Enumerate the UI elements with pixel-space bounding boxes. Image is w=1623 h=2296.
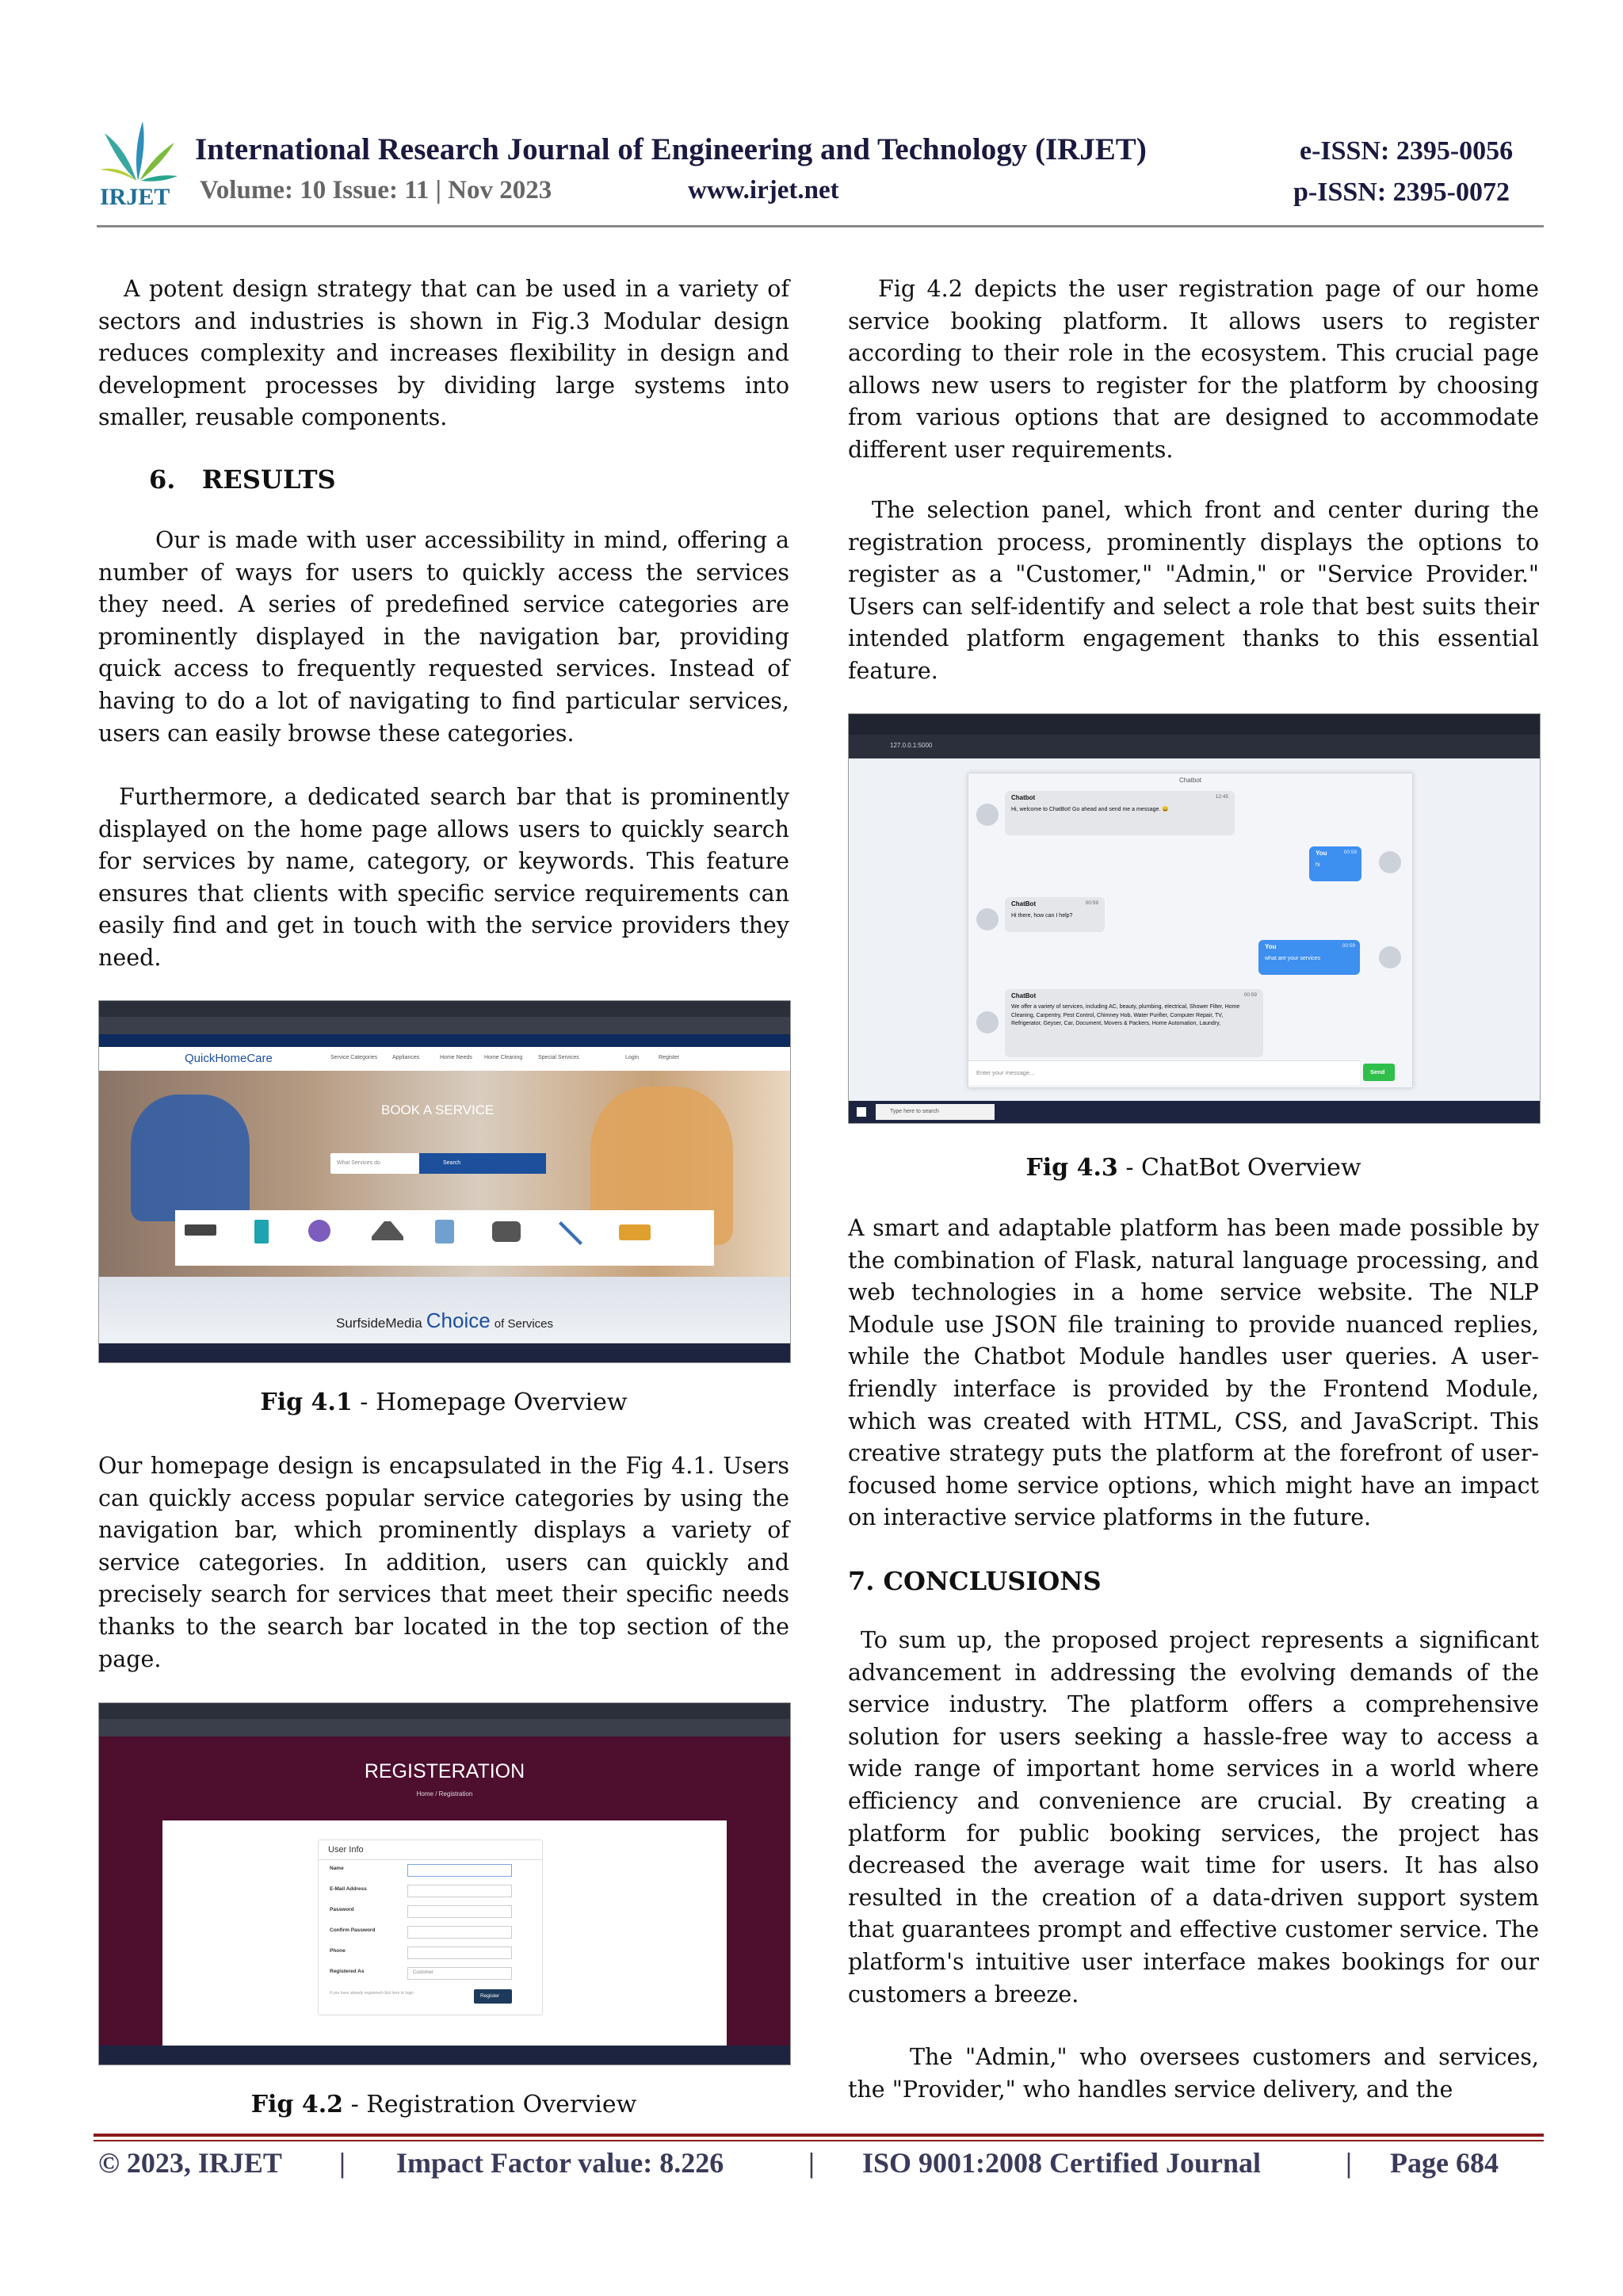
- nav-item-special-services[interactable]: Special Services: [538, 1055, 579, 1060]
- footer-impact-factor: Impact Factor value: 8.226: [396, 2147, 724, 2179]
- nav-item-login[interactable]: Login: [625, 1055, 640, 1060]
- msg-text: what are your services: [1265, 956, 1321, 961]
- user-info-card: [318, 1839, 543, 2015]
- taskbar-search[interactable]: [876, 1104, 995, 1120]
- email-field[interactable]: [407, 1885, 512, 1897]
- chat-message-bot: [1005, 989, 1263, 1057]
- website-link[interactable]: www.irjet.net: [688, 176, 839, 204]
- chat-message-user: [1258, 940, 1360, 975]
- label-name: Name: [330, 1866, 344, 1871]
- windows-taskbar: [99, 2046, 790, 2065]
- chat-input[interactable]: [968, 1060, 1360, 1085]
- card-divider: [319, 1859, 542, 1860]
- header-divider: [97, 225, 1544, 227]
- registered-as-value: Customer: [413, 1970, 434, 1975]
- footer-separator: |: [1346, 2147, 1352, 2179]
- hero-search-button-label: Search: [443, 1160, 461, 1166]
- col2-para2: The selection panel, which front and center during the registration process, prominently displays the options to register as a "Customer," "Admin," or "Service Provider." Users can self-identify and select a role that best suits their intended platform engagement thanks to this essential feature.: [848, 497, 1539, 684]
- hero-search-input[interactable]: [330, 1153, 419, 1174]
- journal-title: International Research Journal of Engineering and Technology (IRJET): [195, 132, 1147, 166]
- msg-time: 00:59: [1342, 943, 1355, 949]
- choice-word: Choice: [426, 1308, 491, 1332]
- fig42-label: Fig 4.2: [250, 2091, 344, 2118]
- msg-sender: Chatbot: [1011, 794, 1036, 801]
- msg-sender: You: [1265, 943, 1277, 950]
- chat-input-placeholder: Enter your message...: [976, 1069, 1035, 1076]
- fig43-chatbot-screenshot: [848, 713, 1541, 1124]
- windows-taskbar: [849, 1101, 1540, 1123]
- service-icons-row: [175, 1210, 714, 1266]
- fig42-caption-text: - Registration Overview: [343, 2091, 637, 2118]
- msg-time: 00:59: [1343, 850, 1357, 855]
- msg-time: 12:45: [1215, 794, 1228, 800]
- register-button[interactable]: [474, 1989, 512, 2004]
- user-info-title: User Info: [328, 1845, 364, 1855]
- msg-text: Hi there, how can I help?: [1011, 913, 1073, 919]
- fig41-caption: [98, 1389, 789, 1416]
- windows-start-icon[interactable]: [857, 1107, 866, 1117]
- tools-icon[interactable]: [559, 1221, 582, 1245]
- browser-tabs: [99, 1001, 790, 1017]
- plumbing-icon[interactable]: [492, 1221, 521, 1242]
- registration-panel: [162, 1820, 727, 2046]
- site-navbar: [99, 1047, 790, 1071]
- chimney-icon[interactable]: [372, 1221, 403, 1240]
- section-7-heading: 7. CONCLUSIONS: [848, 1566, 1102, 1596]
- fig43-caption-text: - ChatBot Overview: [1117, 1154, 1361, 1182]
- fig41-homepage-screenshot: [98, 1000, 791, 1363]
- fig42-registration-screenshot: [98, 1702, 791, 2065]
- col1-para3: Furthermore, a dedicated search bar that is prominently displayed on the home page allows users to quickly search for services by name, category, or keywords. This feature ensures that clients with specific service requirements can easily find and get in touch with the service providers they need.: [98, 784, 789, 971]
- registration-breadcrumb: Home / Registration: [416, 1790, 473, 1797]
- chat-message-bot: [1005, 791, 1235, 835]
- label-confirm-password: Confirm Password: [330, 1927, 376, 1933]
- col2-para5: The "Admin," who oversees customers and services, the "Provider," who handles service delivery, and the: [848, 2044, 1539, 2103]
- hero-search-button[interactable]: [419, 1153, 546, 1174]
- col2-para1: Fig 4.2 depicts the user registration page of our home service booking platform. It allows users to register according to their role in the ecosystem. This crucial page allows new users to register for the platform by choosing from various options that are designed to accommodate different user requirements.: [848, 276, 1539, 463]
- password-field[interactable]: [407, 1905, 512, 1918]
- label-registered-as: Registered As: [330, 1969, 365, 1974]
- chat-avatar: [1379, 851, 1401, 873]
- label-password: Password: [330, 1907, 354, 1912]
- nav-item-service-categories[interactable]: Service Categories: [330, 1055, 378, 1060]
- chat-message-user: [1309, 846, 1361, 881]
- fig43-label: Fig 4.3: [1025, 1154, 1118, 1182]
- fig41-caption-text: - Homepage Overview: [352, 1389, 628, 1416]
- browser-tabs: [849, 714, 1540, 735]
- msg-text: hi: [1316, 862, 1320, 868]
- col2-para4: To sum up, the proposed project represents a significant advancement in addressing the evolving demands of the service industry. The platform offers a comprehensive solution for users seeking a hassle-free way to access a wide range of important home services in a world where efficiency and convenience are crucial. By creating a platform for public booking services, the project has decreased the average wait time for users. It has also resulted in the creation of a data-driven support system that guarantees prompt and effective customer service. The platform's intuitive user interface makes bookings for our customers a breeze.: [848, 1627, 1539, 2008]
- chat-message-bot: [1005, 897, 1105, 932]
- fig41-label: Fig 4.1: [260, 1389, 353, 1416]
- p-issn: p-ISSN: 2395-0072: [1293, 178, 1510, 207]
- truck-icon[interactable]: [619, 1224, 651, 1240]
- fridge-icon[interactable]: [254, 1220, 269, 1244]
- col2-para3: A smart and adaptable platform has been made possible by the combination of Flask, natural language processing, and web technologies in a home service website. The NLP Module use JSON file training to provide nuanced replies, while the Chatbot Module handles user queries. A user-friendly interface is provided by the Frontend Module, which was created with HTML, CSS, and JavaScript. This creative strategy puts the platform at the forefront of user-focused home service options, which might have an impact on interactive service platforms in the future.: [848, 1215, 1539, 1531]
- name-field[interactable]: [407, 1864, 512, 1877]
- footer-iso: ISO 9001:2008 Certified Journal: [862, 2147, 1261, 2179]
- url-text[interactable]: 127.0.0.1:5000: [890, 742, 933, 749]
- windows-taskbar: [99, 1343, 790, 1362]
- nav-item-appliances[interactable]: Appliances: [392, 1055, 420, 1060]
- msg-time: 00:59: [1243, 992, 1257, 998]
- registered-as-select[interactable]: [407, 1967, 512, 1980]
- browser-urlbar: [849, 735, 1540, 758]
- hero-search-placeholder: What Services do: [337, 1160, 380, 1166]
- login-note[interactable]: If you have already registered click here to login: [330, 1991, 414, 1996]
- choice-brand: SurfsideMedia: [336, 1316, 422, 1331]
- msg-text: Hi, welcome to ChatBot! Go ahead and send me a message. 😀: [1011, 807, 1169, 812]
- choice-suffix: of Services: [494, 1317, 553, 1331]
- browser-urlbar: [99, 1719, 790, 1736]
- e-issn: e-ISSN: 2395-0056: [1300, 136, 1514, 166]
- confirm-password-field[interactable]: [407, 1926, 512, 1939]
- hero-person-left: [131, 1095, 250, 1221]
- browser-urlbar: [99, 1017, 790, 1034]
- logo-text: IRJET: [100, 184, 170, 210]
- browser-tabs: [99, 1703, 790, 1719]
- taskbar-search-placeholder: Type here to search: [890, 1109, 939, 1114]
- footer-separator: |: [808, 2147, 815, 2179]
- send-button[interactable]: [1363, 1064, 1395, 1081]
- nav-item-home-cleaning[interactable]: Home Cleaning: [484, 1055, 523, 1060]
- section-6-heading: 6. RESULTS: [149, 464, 336, 495]
- msg-sender: ChatBot: [1011, 992, 1037, 999]
- label-phone: Phone: [330, 1948, 346, 1954]
- footer-divider: [94, 2134, 1544, 2137]
- phone-field[interactable]: [407, 1946, 512, 1959]
- col1-para1: A potent design strategy that can be used in a variety of sectors and industries is shown in Fig.3 Modular design reduces complexity and increases flexibility in design and development processes by dividing large systems into smaller, reusable components.: [98, 276, 789, 431]
- send-button-label: Send: [1370, 1068, 1385, 1075]
- msg-text: We offer a variety of services, including AC, beauty, plumbing, electrical, Shower Filter, Home Cleaning, Carpentry, Pest Control, Chimney Hob, Water Purifier, Computer Repair, TV, Refrigerator, Geyser, Car, Document, Movers & Packers, Home Automation, Laundry,: [1011, 1004, 1240, 1026]
- nav-item-register[interactable]: Register: [659, 1055, 680, 1060]
- fig42-caption: [98, 2091, 789, 2118]
- footer-divider-thin: [94, 2140, 1544, 2141]
- label-email: E-Mail Address: [330, 1886, 367, 1892]
- registration-title: REGISTERATION: [364, 1760, 525, 1782]
- msg-sender: ChatBot: [1011, 900, 1037, 907]
- top-info-bar: [99, 1034, 790, 1047]
- volume-issue: Volume: 10 Issue: 11 | Nov 2023: [200, 176, 552, 204]
- chat-avatar: [976, 804, 999, 826]
- fig43-caption: [848, 1154, 1539, 1182]
- chat-avatar: [976, 1011, 999, 1033]
- chat-avatar: [1379, 946, 1401, 968]
- msg-time: 00:59: [1085, 900, 1098, 906]
- footer-copyright: © 2023, IRJET: [98, 2147, 282, 2179]
- msg-sender: You: [1316, 850, 1327, 857]
- footer-page-number: Page 684: [1390, 2147, 1499, 2179]
- beauty-icon[interactable]: [308, 1220, 330, 1242]
- irjet-logo: [97, 117, 179, 212]
- hero-title: BOOK A SERVICE: [381, 1102, 495, 1117]
- chat-window: [968, 773, 1413, 1088]
- chat-avatar: [976, 908, 999, 930]
- register-button-label: Register: [480, 1993, 500, 1999]
- chat-header: Chatbot: [1178, 777, 1202, 784]
- footer-separator: |: [339, 2147, 346, 2179]
- ac-icon[interactable]: [185, 1224, 216, 1236]
- col1-para4: Our homepage design is encapsulated in the Fig 4.1. Users can quickly access popular service categories by using the navigation bar, which prominently displays a variety of service categories. In addition, users can quickly and precisely search for services that meet their specific needs thanks to the search bar located in the top section of the page.: [98, 1453, 789, 1672]
- col1-para2: Our is made with user accessibility in mind, offering a number of ways for users to quickly access the services they need. A series of predefined service categories are prominently displayed in the navigation bar, providing quick access to frequently requested services. Instead of having to do a lot of navigating to find particular services, users can easily browse these categories.: [98, 527, 789, 747]
- choice-banner: [99, 1277, 790, 1342]
- site-brand[interactable]: QuickHomeCare: [185, 1052, 273, 1065]
- washer-icon[interactable]: [435, 1220, 454, 1244]
- nav-item-home-needs[interactable]: Home Needs: [440, 1055, 472, 1060]
